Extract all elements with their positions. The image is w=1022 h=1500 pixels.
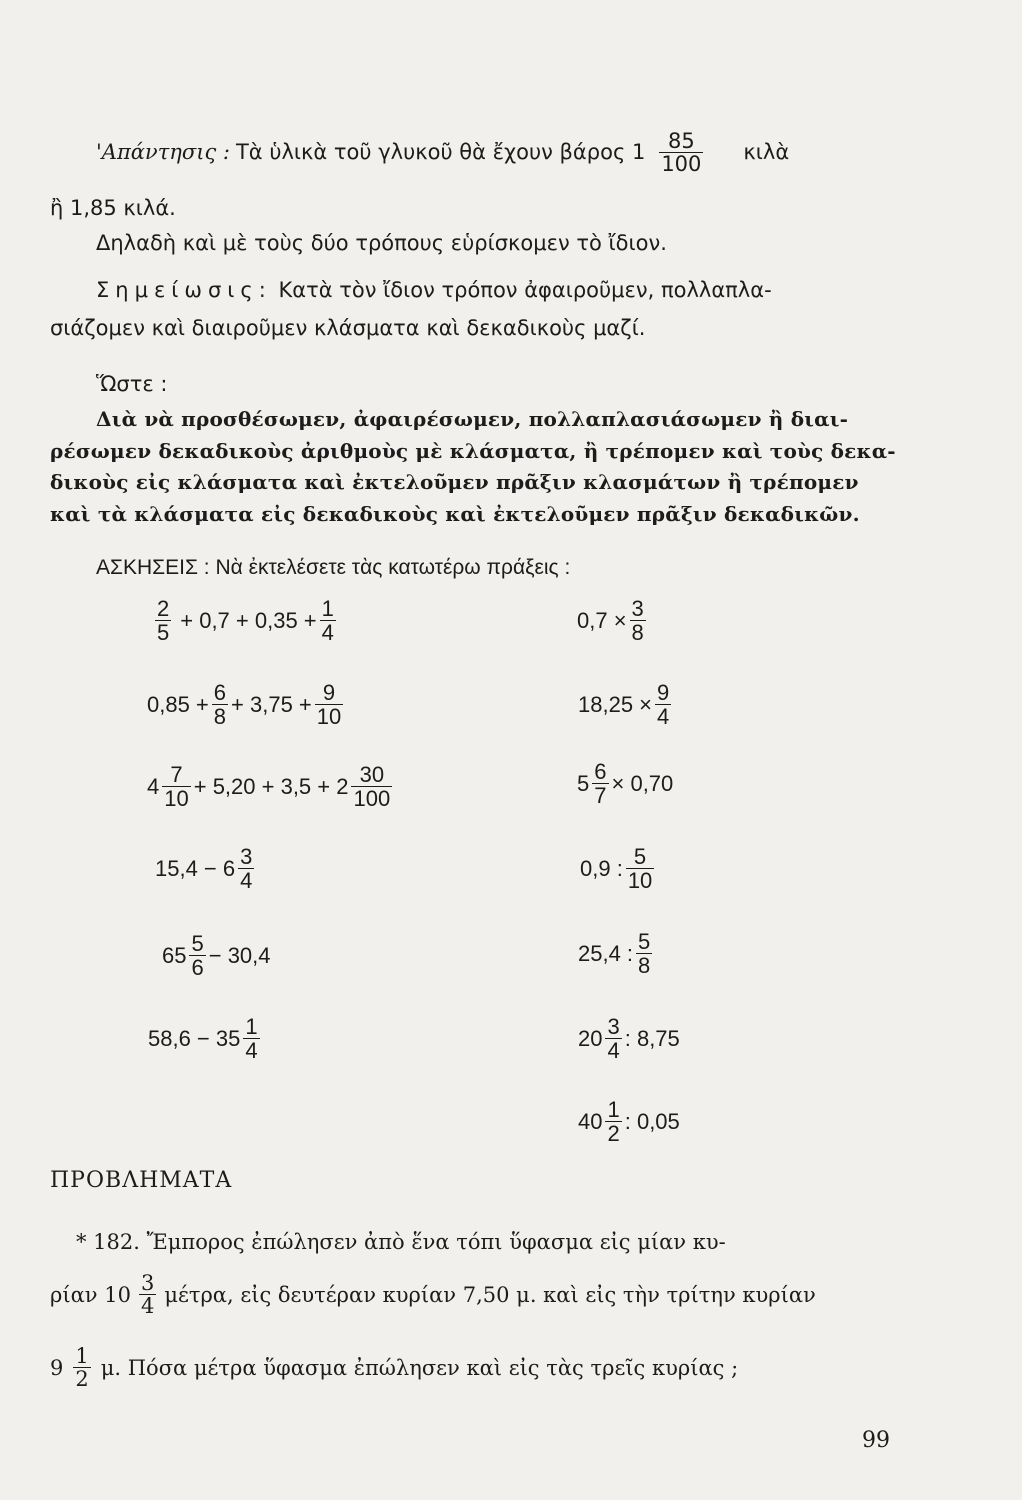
fraction: $\frac{9}{4}$ <box>657 680 670 730</box>
note-line-2: σιάζομεν καὶ διαιροῦμεν κλάσματα καὶ δεκαδικοὺς μαζί. <box>50 316 646 340</box>
exercises-title: ΑΣΚΗΣΕΙΣ : Νὰ ἐκτελέσετε τὰς κατωτέρω πράξεις : <box>96 556 571 579</box>
exercise-right-4: 0,9 : $\frac{5}{10}$ <box>580 844 653 894</box>
exercise-left-3: 4 $\frac{7}{10}$ + 5,20 + 3,5 + 2 $\frac{30}{100}$ <box>147 762 391 812</box>
fraction: $\frac{1}{2}$ <box>75 1344 89 1392</box>
fraction: $\frac{2}{5}$ <box>157 596 170 646</box>
fraction: $\frac{1}{2}$ <box>607 1097 620 1147</box>
page-number: 99 <box>862 1428 890 1453</box>
exercise-right-7: 40 $\frac{1}{2}$ : 0,05 <box>578 1097 680 1147</box>
answer-line-2: ἢ 1,85 κιλά. <box>50 196 176 220</box>
fraction: $\frac{5}{8}$ <box>638 929 651 979</box>
problem-182-line-1: * 182. Ἔμπορος ἐπώλησεν ἀπὸ ἕνα τόπι ὕφασμα εἰς μίαν κυ- <box>76 1230 726 1254</box>
fraction: $\frac{6}{8}$ <box>213 680 227 730</box>
note-label: Σημείωσις: <box>96 278 272 302</box>
fraction: $\frac{5}{10}$ <box>627 844 653 894</box>
fraction: $\frac{7}{10}$ <box>164 762 189 812</box>
note-line-1 <box>96 280 772 301</box>
problem-182-line-2: ρίαν 10 $\frac{3}{4}$ μέτρα, εἰς δευτέραν κυρίαν 7,50 μ. καὶ εἰς τὴν τρίτην κυρίαν <box>50 1271 816 1319</box>
exercise-right-1: 0,7 × $\frac{3}{8}$ <box>577 596 644 646</box>
exercise-right-6: 20 $\frac{3}{4}$ : 8,75 <box>578 1014 680 1064</box>
rule-line-1: Διὰ νὰ προσθέσωμεν, ἀφαιρέσωμεν, πολλαπλασιάσωμεν ἢ διαι- <box>96 407 849 431</box>
answer-text: Τὰ ὑλικὰ τοῦ γλυκοῦ θὰ ἔχουν βάρος 1 <box>235 140 646 165</box>
exercise-right-5: 25,4 : $\frac{5}{8}$ <box>578 929 651 979</box>
paragraph-1: Δηλαδὴ καὶ μὲ τοὺς δύο τρόπους εὑρίσκομεν τὸ ἴδιον. <box>96 231 667 255</box>
fraction: $\frac{6}{7}$ <box>594 759 607 809</box>
exercise-left-5: 65 $\frac{5}{6}$ − 30,4 <box>162 931 271 981</box>
exercise-right-2: 18,25 × $\frac{9}{4}$ <box>578 680 670 730</box>
exercise-left-6: 58,6 − 35 $\frac{1}{4}$ <box>148 1014 258 1064</box>
answer-fraction: $\frac{85}{100}$ <box>661 129 702 177</box>
hoste-label: Ὥστε : <box>96 372 168 396</box>
fraction: $\frac{3}{8}$ <box>631 596 644 646</box>
answer-label: 'Απάντησις : <box>96 140 230 165</box>
problem-182-line-3: 9 $\frac{1}{2}$ μ. Πόσα μέτρα ὕφασμα ἐπώλησεν καὶ εἰς τὰς τρεῖς κυρίας ; <box>50 1344 739 1392</box>
note-text-1: Κατὰ τὸν ἴδιον τρόπον ἀφαιροῦμεν, πολλαπλα- <box>278 278 772 302</box>
fraction: $\frac{1}{4}$ <box>245 1014 258 1064</box>
problems-title: ΠΡΟΒΛΗΜΑΤΑ <box>50 1168 233 1193</box>
exercise-left-2: 0,85 + $\frac{6}{8}$ + 3,75 + $\frac{9}{10}$ <box>147 680 342 730</box>
fraction: $\frac{5}{6}$ <box>191 931 204 981</box>
answer-line <box>96 130 789 175</box>
rule-line-4: καὶ τὰ κλάσματα εἰς δεκαδικοὺς καὶ ἐκτελοῦμεν πρᾶξιν δεκαδικῶν. <box>50 502 860 526</box>
fraction: $\frac{3}{4}$ <box>607 1014 620 1064</box>
rule-line-2: ρέσωμεν δεκαδικοὺς ἀριθμοὺς μὲ κλάσματα, ἢ τρέπομεν καὶ τοὺς δεκα- <box>50 439 896 463</box>
fraction: $\frac{9}{10}$ <box>316 680 342 730</box>
answer-unit: κιλὰ <box>743 140 790 165</box>
fraction: $\frac{1}{4}$ <box>321 596 334 646</box>
rule-line-3: δικοὺς εἰς κλάσματα καὶ ἐκτελοῦμεν πρᾶξιν κλασμάτων ἢ τρέπομεν <box>50 470 859 494</box>
exercise-right-3: 5 $\frac{6}{7}$ × 0,70 <box>577 759 674 809</box>
fraction: $\frac{3}{4}$ <box>240 844 253 894</box>
exercise-left-4: 15,4 − 6 $\frac{3}{4}$ <box>155 844 253 894</box>
fraction: $\frac{3}{4}$ <box>140 1271 155 1319</box>
exercise-left-1: $\frac{2}{5}$ + 0,7 + 0,35 + $\frac{1}{4}$ <box>157 596 334 646</box>
fraction: $\frac{30}{100}$ <box>353 762 391 812</box>
